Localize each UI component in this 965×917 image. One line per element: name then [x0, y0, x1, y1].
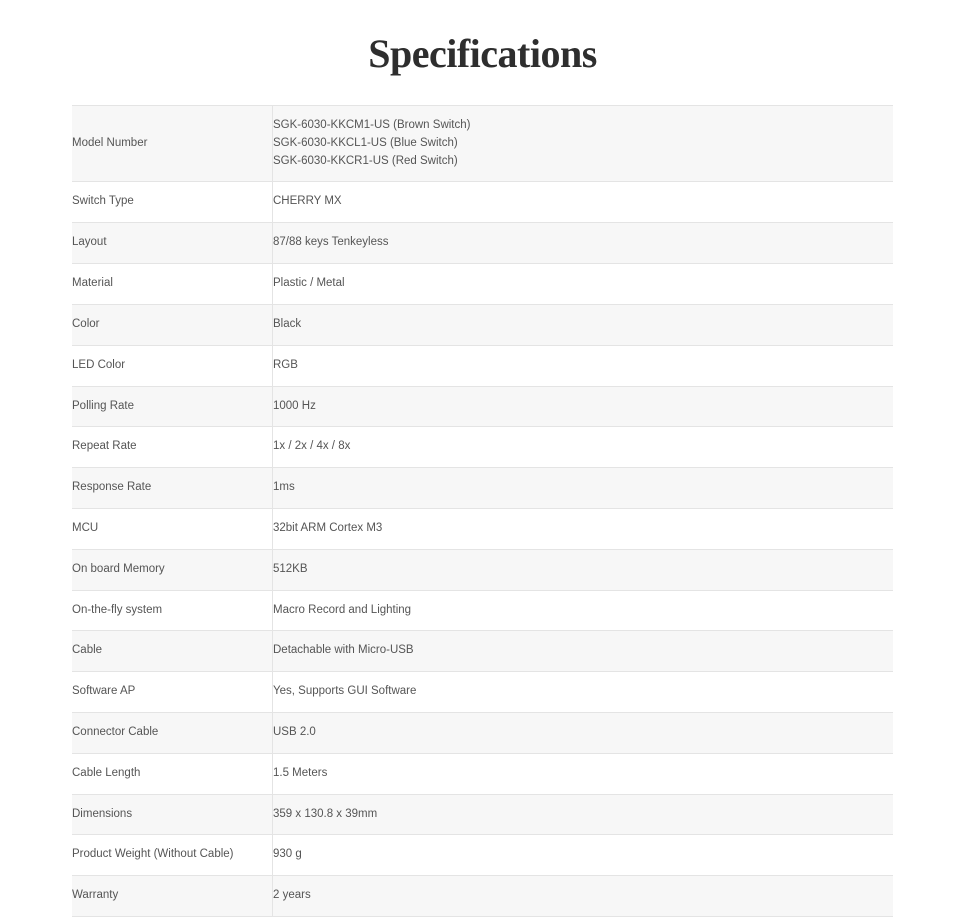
- spec-value-cell: [273, 468, 894, 509]
- spec-label-cell: On-the-fly system: [72, 590, 273, 631]
- table-row: [72, 549, 893, 590]
- table-row: [72, 753, 893, 794]
- table-row: [72, 182, 893, 223]
- page-title: Specifications: [368, 31, 597, 76]
- spec-value-cell: [273, 835, 894, 876]
- spec-value-line: 87/88 keys Tenkeyless: [273, 236, 389, 249]
- table-row: [72, 590, 893, 631]
- table-row: [72, 876, 893, 917]
- spec-label-cell: Product Weight (Without Cable): [72, 835, 273, 876]
- spec-value-line: 1000 Hz: [273, 399, 316, 412]
- spec-value-line: 930 g: [273, 848, 302, 861]
- spec-value-line: Detachable with Micro-USB: [273, 644, 414, 657]
- spec-label-cell: Model Number: [72, 106, 273, 182]
- spec-label-cell: On board Memory: [72, 549, 273, 590]
- spec-value-cell: [273, 549, 894, 590]
- spec-label-cell: Color: [72, 304, 273, 345]
- spec-label-cell: Cable: [72, 631, 273, 672]
- spec-value-line: Yes, Supports GUI Software: [273, 685, 417, 698]
- spec-value-cell: [273, 672, 894, 713]
- spec-value-line: CHERRY MX: [273, 195, 342, 208]
- spec-value-line: RGB: [273, 358, 298, 371]
- spec-value-line: SGK-6030-KKCL1-US (Blue Switch): [273, 136, 458, 149]
- spec-label-cell: Polling Rate: [72, 386, 273, 427]
- spec-value-cell: [273, 753, 894, 794]
- table-row: [72, 672, 893, 713]
- spec-value-line: 512KB: [273, 562, 308, 575]
- spec-label-cell: Software AP: [72, 672, 273, 713]
- spec-label-cell: Warranty: [72, 876, 273, 917]
- table-row: [72, 264, 893, 305]
- spec-value-cell: [273, 386, 894, 427]
- spec-value-line: SGK-6030-KKCR1-US (Red Switch): [273, 154, 458, 167]
- table-row: [72, 468, 893, 509]
- spec-label-cell: LED Color: [72, 345, 273, 386]
- spec-value-cell: [273, 590, 894, 631]
- spec-label-cell: Response Rate: [72, 468, 273, 509]
- spec-value-line: 1x / 2x / 4x / 8x: [273, 440, 351, 453]
- spec-value-line: 32bit ARM Cortex M3: [273, 521, 383, 534]
- spec-label-cell: Connector Cable: [72, 713, 273, 754]
- table-row: [72, 304, 893, 345]
- spec-value-cell: [273, 631, 894, 672]
- spec-value-cell: [273, 182, 894, 223]
- spec-label-cell: Material: [72, 264, 273, 305]
- table-row: [72, 106, 893, 182]
- specifications-table-body: [72, 106, 893, 917]
- spec-value-line: 1.5 Meters: [273, 766, 328, 779]
- spec-value-line: 359 x 130.8 x 39mm: [273, 807, 378, 820]
- spec-value-cell: [273, 427, 894, 468]
- spec-value-cell: [273, 713, 894, 754]
- spec-label-cell: Dimensions: [72, 794, 273, 835]
- spec-value-cell: [273, 345, 894, 386]
- table-row: [72, 631, 893, 672]
- spec-label-cell: Layout: [72, 223, 273, 264]
- specifications-table-container: [0, 105, 965, 917]
- spec-value-cell: [273, 304, 894, 345]
- spec-label-cell: Switch Type: [72, 182, 273, 223]
- spec-value-line: 2 years: [273, 889, 311, 902]
- table-row: [72, 427, 893, 468]
- spec-value-line: Black: [273, 317, 302, 330]
- table-row: [72, 508, 893, 549]
- spec-value-line: USB 2.0: [273, 726, 316, 738]
- spec-value-line: 1ms: [273, 481, 295, 494]
- spec-label-cell: Repeat Rate: [72, 427, 273, 468]
- table-row: [72, 713, 893, 754]
- spec-value-line: SGK-6030-KKCM1-US (Brown Switch): [273, 119, 471, 131]
- spec-value-cell: [273, 508, 894, 549]
- spec-value-cell: [273, 876, 894, 917]
- spec-value-cell: [273, 106, 894, 182]
- table-row: [72, 835, 893, 876]
- spec-value-line: Plastic / Metal: [273, 277, 345, 290]
- table-row: [72, 345, 893, 386]
- spec-label-cell: Cable Length: [72, 753, 273, 794]
- spec-label-cell: MCU: [72, 508, 273, 549]
- specifications-table: [72, 105, 893, 917]
- spec-value-line: Macro Record and Lighting: [273, 603, 412, 616]
- table-row: [72, 223, 893, 264]
- table-row: [72, 386, 893, 427]
- spec-value-cell: [273, 223, 894, 264]
- spec-value-cell: [273, 264, 894, 305]
- table-row: [72, 794, 893, 835]
- spec-value-cell: [273, 794, 894, 835]
